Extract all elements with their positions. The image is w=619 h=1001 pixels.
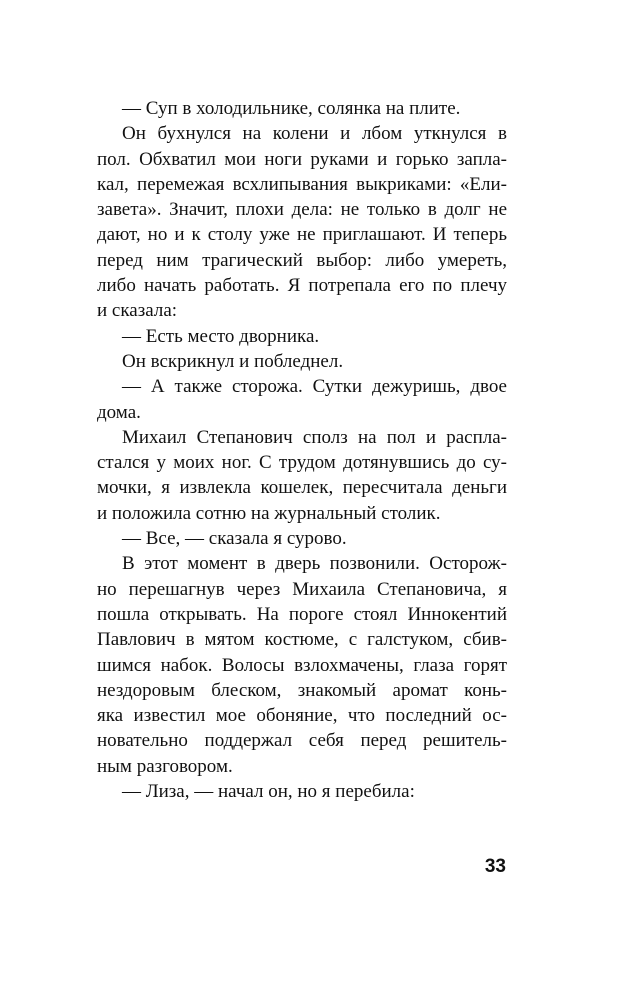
text-line: Михаил Степанович сполз на пол и распла- [122,426,507,448]
text-line: пол. Обхватил мои ноги руками и горько запла- [97,148,507,170]
text-line: — Лиза, — начал он, но я перебила: [122,781,415,803]
text-line: нездоровым блеском, знакомый аромат конь- [97,679,507,701]
text-line: Он бухнулся на колени и лбом уткнулся в [122,123,507,145]
text-line: мочки, я извлекла кошелек, пересчитала деньги [97,477,507,499]
text-line: но перешагнув через Михаила Степановича, я [97,578,507,600]
text-line: ным разговором. [97,755,233,777]
text-line: новательно поддержал себя перед решитель- [97,730,507,752]
text-line: дома. [97,401,141,423]
text-line: — Все, — сказала я сурово. [122,528,347,550]
text-line: пошла открывать. На пороге стоял Иннокентий [97,603,507,625]
text-line: — Есть место дворника. [122,325,320,347]
body-text [97,96,507,804]
text-line: — Суп в холодильнике, солянка на плите. [122,98,461,119]
page-number: 33 [484,856,506,877]
text-line: кал, перемежая всхлипывания выкриками: «Ели- [97,173,507,195]
text-line: стался у моих ног. С трудом дотянувшись до су- [97,452,507,474]
text-line: Он вскрикнул и побледнел. [122,350,344,372]
text-line: яка известил мое обоняние, что последний ос- [97,705,507,727]
text-line: либо начать работать. Я потрепала его по плечу [97,275,507,297]
text-line: — А также сторожа. Сутки дежуришь, двое [122,376,507,398]
text-line: шимся набок. Волосы взлохмачены, глаза горят [97,654,507,676]
text-line: Павлович в мятом костюме, с галстуком, сбив- [97,629,507,651]
text-line: и положила сотню на журнальный столик. [97,502,441,524]
text-line: завета». Значит, плохи дела: не только в долг не [97,199,507,221]
text-line: перед ним трагический выбор: либо умереть, [97,249,507,271]
text-line: и сказала: [97,300,178,322]
text-line: В этот момент в дверь позвонили. Осторож- [122,553,507,575]
text-line: дают, но и к столу уже не приглашают. И теперь [97,224,507,246]
